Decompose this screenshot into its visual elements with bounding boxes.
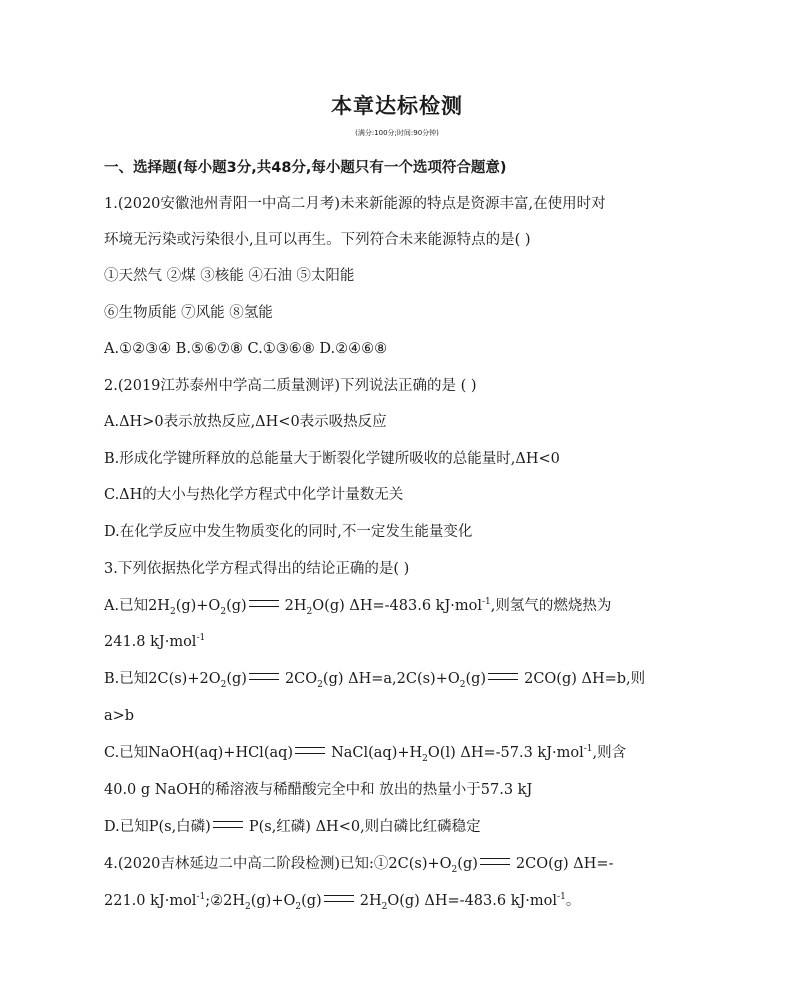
- q3-option-c-line2: 40.0 g NaOH的稀溶液与稀醋酸完全中和 放出的热量小于57.3 kJ: [104, 782, 533, 798]
- q1-stem-line1: 1.(2020安徽池州青阳一中高二月考)未来新能源的特点是资源丰富,在使用时对: [104, 196, 606, 212]
- q2-option-a: A.ΔH>0表示放热反应,ΔH<0表示吸热反应: [104, 414, 387, 430]
- equals-sign: [324, 895, 354, 902]
- page-subtitle: (满分:100分;时间:90分钟): [355, 129, 439, 137]
- q3-option-d: D.已知P(s,白磷) P(s,红磷) ΔH<0,则白磷比红磷稳定: [104, 819, 481, 835]
- q3-stem: 3.下列依据热化学方程式得出的结论正确的是( ): [104, 561, 410, 577]
- q3-option-b-line2: a>b: [104, 708, 135, 724]
- q2-option-d: D.在化学反应中发生物质变化的同时,不一定发生能量变化: [104, 524, 473, 540]
- equals-sign: [488, 673, 518, 680]
- equals-sign: [213, 821, 243, 828]
- q2-option-b: B.形成化学键所释放的总能量大于断裂化学键所吸收的总能量时,ΔH<0: [104, 451, 560, 467]
- equals-sign: [249, 600, 279, 607]
- equals-sign: [295, 747, 325, 754]
- q3-option-a-line2: 241.8 kJ·mol$^{-1}$: [104, 633, 206, 650]
- q3-option-b-line1: B.已知$2C(s)+2O_2(g)$ $2CO_2(g)$ $\Delta H=a,2C(s)+O_2(g)$ 2CO(g) ΔH=b,则: [104, 671, 646, 690]
- q1-stem-line2: 环境无污染或污染很小,且可以再生。下列符合未来能源特点的是( ): [104, 232, 531, 248]
- equals-sign: [480, 858, 510, 865]
- q2-stem: 2.(2019江苏泰州中学高二质量测评)下列说法正确的是 ( ): [104, 378, 477, 394]
- q3-option-c-line1: C.已知NaOH(aq)+HCl(aq) $NaCl(aq)+H_2O(l)$ ΔH=-57.3 kJ·mol$^{-1}$,则含: [104, 744, 627, 764]
- q3-option-a-line1: A.已知$2H_2(g)+O_2(g)$ $2H_2O(g)$ ΔH=-483.6 kJ·mol$^{-1}$,则氢气的燃烧热为: [104, 597, 612, 617]
- equals-sign: [249, 673, 279, 680]
- q1-options: A.①②③④ B.⑤⑥⑦⑧ C.①③⑥⑧ D.②④⑥⑧: [104, 341, 388, 357]
- q4-line1: 4.(2020吉林延边二中高二阶段检测)已知$:①2C(s)+O_2(g)$ 2CO(g) ΔH=-: [104, 856, 614, 875]
- q1-list-line2: ⑥生物质能 ⑦风能 ⑧氢能: [104, 305, 273, 321]
- page-title: 本章达标检测: [331, 94, 463, 118]
- q1-list-line1: ①天然气 ②煤 ③核能 ④石油 ⑤太阳能: [104, 268, 355, 284]
- q2-option-c: C.ΔH的大小与热化学方程式中化学计量数无关: [104, 487, 404, 503]
- section-heading: 一、选择题(每小题3分,共48分,每小题只有一个选项符合题意): [104, 160, 507, 176]
- q4-line2: 221.0 $kJ\cdot mol^{-1};②2H_2(g)+O_2(g)$ $2H_2O(g)$ ΔH=-483.6 kJ·mol$^{-1}$。: [104, 892, 581, 912]
